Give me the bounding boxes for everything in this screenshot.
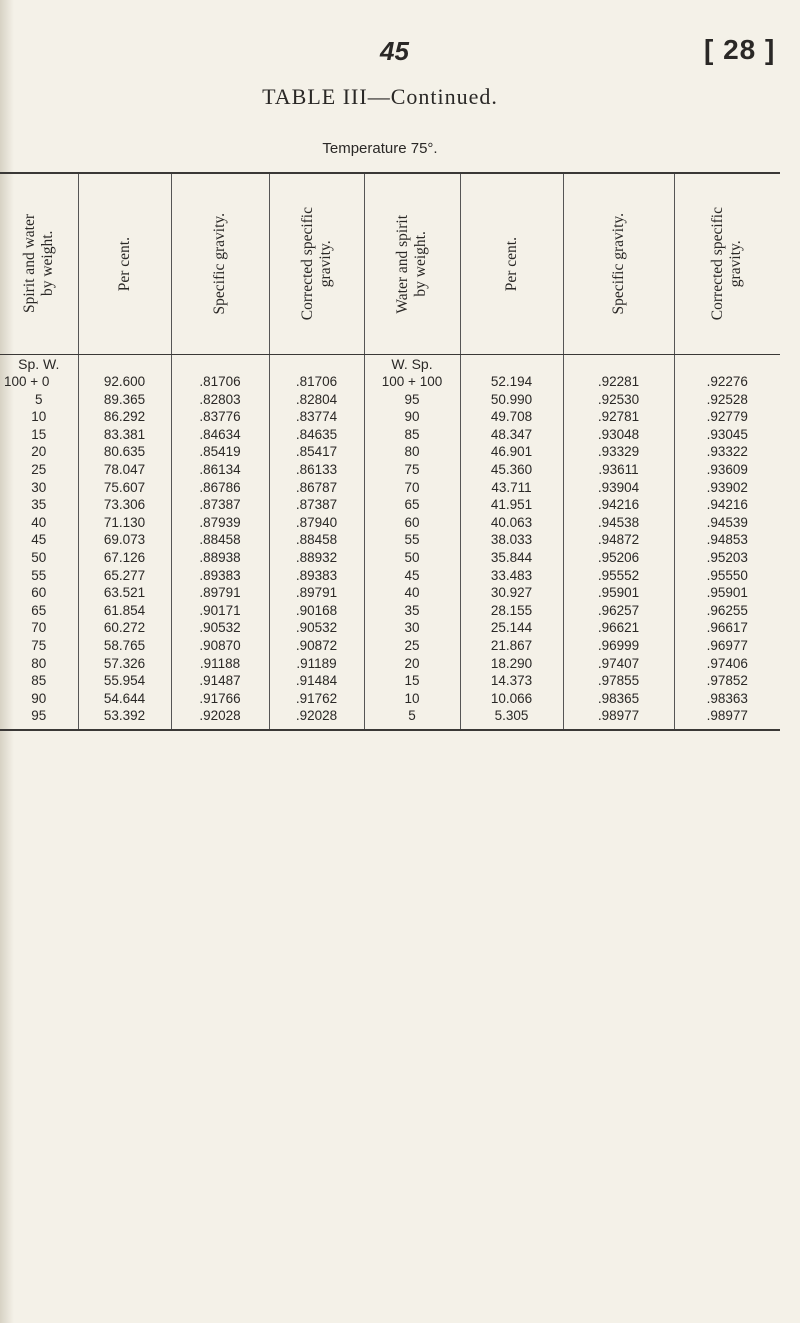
table-cell: .86134 [171,461,269,479]
table-cell: .95550 [674,567,780,585]
table-cell: 20 [364,655,460,673]
table-cell: .90168 [269,602,364,620]
unit-label-left: Sp. W. [18,356,60,372]
table-cell: 25 [31,461,47,477]
table-row [0,443,780,461]
table-cell: .96977 [674,637,780,655]
table-cell: 60.272 [78,619,171,637]
column-header: Corrected specific gravity. [269,173,364,355]
table-cell: .89383 [171,567,269,585]
table-cell: 65 [31,602,47,618]
table-cell: .91188 [171,655,269,673]
table-cell: 49.708 [460,408,563,426]
table-cell: .87940 [269,514,364,532]
table-cell: .92028 [171,707,269,730]
table-cell: 54.644 [78,690,171,708]
table-cell: 20 [31,444,47,460]
table-row [0,637,780,655]
column-header: Per cent. [460,173,563,355]
table-cell: .90872 [269,637,364,655]
table-cell: .86786 [171,479,269,497]
table-row [0,619,780,637]
table-cell: 90 [364,408,460,426]
table-cell: 70 [364,479,460,497]
table-cell: .89791 [171,584,269,602]
table-cell: 30 [31,479,47,495]
table-cell: 58.765 [78,637,171,655]
table-row [0,373,780,391]
table-row [0,602,780,620]
table-cell: .90532 [171,619,269,637]
table-cell: .93611 [563,461,674,479]
table-cell: 95 [0,707,78,730]
table-cell: 55 [31,567,47,583]
table-cell: 75 [364,461,460,479]
table-cell: .92276 [674,373,780,391]
table-cell: .96257 [563,602,674,620]
table-cell: 5 [364,707,460,730]
table-cell: .92781 [563,408,674,426]
table-cell: .92530 [563,391,674,409]
table-cell: 52.194 [460,373,563,391]
table-cell: .96621 [563,619,674,637]
table-cell: .91766 [171,690,269,708]
table-cell: .90171 [171,602,269,620]
table-cell: .90532 [269,619,364,637]
table-cell: 61.854 [78,602,171,620]
data-table-container [0,172,780,731]
table-cell: .91484 [269,672,364,690]
table-cell: 75.607 [78,479,171,497]
table-cell: .98977 [674,707,780,730]
unit-label-right: W. Sp. [364,355,460,374]
table-cell: 89.365 [78,391,171,409]
table-cell: .98365 [563,690,674,708]
table-cell: 10 [364,690,460,708]
table-cell: .96999 [563,637,674,655]
column-header: Specific gravity. [563,173,674,355]
table-cell: 80 [31,655,47,671]
table-cell: 71.130 [78,514,171,532]
table-cell: .95901 [563,584,674,602]
table-cell: .93048 [563,426,674,444]
table-cell: 45 [364,567,460,585]
table-row [0,426,780,444]
table-cell: 69.073 [78,531,171,549]
table-cell: 90 [31,690,47,706]
table-cell: 50 [364,549,460,567]
table-cell: .93329 [563,443,674,461]
column-header: Water and spirit by weight. [364,173,460,355]
table-row [0,707,780,730]
table-cell: .86133 [269,461,364,479]
table-cell: 53.392 [78,707,171,730]
table-cell: 25.144 [460,619,563,637]
table-cell: 38.033 [460,531,563,549]
table-cell: 63.521 [78,584,171,602]
table-cell: 55 [364,531,460,549]
table-cell: .97852 [674,672,780,690]
table-row [0,391,780,409]
table-cell: 40 [31,514,47,530]
table-cell: .94539 [674,514,780,532]
unit-row [0,355,780,374]
table-cell: .82803 [171,391,269,409]
table-row [0,549,780,567]
table-cell: .94853 [674,531,780,549]
table-cell: 78.047 [78,461,171,479]
table-row [0,690,780,708]
table-cell: .97407 [563,655,674,673]
table-row [0,531,780,549]
table-cell: 57.326 [78,655,171,673]
table-cell: 10 [31,409,47,425]
table-cell: 48.347 [460,426,563,444]
table-row [0,408,780,426]
table-cell: .90870 [171,637,269,655]
table-cell: 65 [364,496,460,514]
table-cell: 35 [364,602,460,620]
table-cell: .88458 [171,531,269,549]
table-cell: 80.635 [78,443,171,461]
table-row [0,479,780,497]
table-cell: 33.483 [460,567,563,585]
printed-page-number: [ 28 ] [704,34,776,65]
table-cell: .88938 [171,549,269,567]
table-cell: 40 [364,584,460,602]
table-cell: 41.951 [460,496,563,514]
handwritten-page-number: 45 [380,36,409,66]
table-row [0,461,780,479]
table-cell: .94216 [674,496,780,514]
table-cell: 100 + 100 [364,373,460,391]
table-cell: .94872 [563,531,674,549]
table-cell: 21.867 [460,637,563,655]
table-cell: 67.126 [78,549,171,567]
table-cell: 50.990 [460,391,563,409]
table-row [0,496,780,514]
table-cell: .95552 [563,567,674,585]
table-cell: 30.927 [460,584,563,602]
table-cell: .83774 [269,408,364,426]
table-cell: 60 [31,585,47,601]
table-cell: .89791 [269,584,364,602]
table-cell: .93322 [674,443,780,461]
table-cell: .83776 [171,408,269,426]
table-subtitle: Temperature 75°. [322,140,438,157]
table-cell: 35.844 [460,549,563,567]
table-cell: 46.901 [460,443,563,461]
table-cell: .93904 [563,479,674,497]
table-cell: .92528 [674,391,780,409]
table-cell: .93609 [674,461,780,479]
column-header: Spirit and water by weight. [0,173,78,355]
table-cell: .92028 [269,707,364,730]
table-cell: 30 [364,619,460,637]
table-cell: 18.290 [460,655,563,673]
table-cell: 15 [31,426,47,442]
table-cell: 85 [364,426,460,444]
table-cell: .96617 [674,619,780,637]
table-cell: 73.306 [78,496,171,514]
table-cell: .84634 [171,426,269,444]
table-cell: .81706 [171,373,269,391]
table-cell: 60 [364,514,460,532]
table-row [0,584,780,602]
table-cell: .91487 [171,672,269,690]
table-cell: .87387 [171,496,269,514]
header-row [0,173,780,355]
table-cell: .94216 [563,496,674,514]
table-cell: 10.066 [460,690,563,708]
table-cell: 14.373 [460,672,563,690]
table-cell: 35 [31,497,47,513]
table-cell: .91189 [269,655,364,673]
table-cell: .92779 [674,408,780,426]
table-cell: 40.063 [460,514,563,532]
table-cell: .93902 [674,479,780,497]
table-cell: .88932 [269,549,364,567]
table-cell: .87387 [269,496,364,514]
column-header: Corrected specific gravity. [674,173,780,355]
table-cell: .93045 [674,426,780,444]
table-cell: 85 [31,673,47,689]
table-cell: 92.600 [78,373,171,391]
table-cell: .89383 [269,567,364,585]
table-cell: .96255 [674,602,780,620]
table-row [0,567,780,585]
table-cell: .95203 [674,549,780,567]
table-cell: .85417 [269,443,364,461]
table-cell: .94538 [563,514,674,532]
table-cell: .98977 [563,707,674,730]
table-cell: 83.381 [78,426,171,444]
table-cell: .92281 [563,373,674,391]
table-cell: .85419 [171,443,269,461]
table-cell: 45 [31,532,47,548]
table-cell: .97855 [563,672,674,690]
table-cell: 45.360 [460,461,563,479]
table-cell: .91762 [269,690,364,708]
table-cell: .95901 [674,584,780,602]
table-cell: .88458 [269,531,364,549]
table-cell: 86.292 [78,408,171,426]
table-cell: 80 [364,443,460,461]
column-header: Per cent. [78,173,171,355]
table-title: TABLE III—Continued. [262,84,498,109]
specific-gravity-table [0,172,780,731]
table-cell: 65.277 [78,567,171,585]
table-cell: 43.711 [460,479,563,497]
table-cell: .84635 [269,426,364,444]
table-row [0,672,780,690]
table-cell: .87939 [171,514,269,532]
table-row [0,655,780,673]
table-cell: 100 + 0 [4,374,50,389]
table-cell: 75 [31,637,47,653]
table-cell: 95 [364,391,460,409]
table-cell: 28.155 [460,602,563,620]
table-cell: 5.305 [460,707,563,730]
table-cell: 25 [364,637,460,655]
column-header: Specific gravity. [171,173,269,355]
table-cell: 5 [34,391,43,407]
table-cell: 15 [364,672,460,690]
table-cell: 55.954 [78,672,171,690]
table-cell: .97406 [674,655,780,673]
table-cell: .82804 [269,391,364,409]
table-cell: .86787 [269,479,364,497]
table-cell: .95206 [563,549,674,567]
table-cell: 50 [31,549,47,565]
table-row [0,514,780,532]
table-cell: .81706 [269,373,364,391]
table-cell: 70 [31,620,47,636]
table-cell: .98363 [674,690,780,708]
